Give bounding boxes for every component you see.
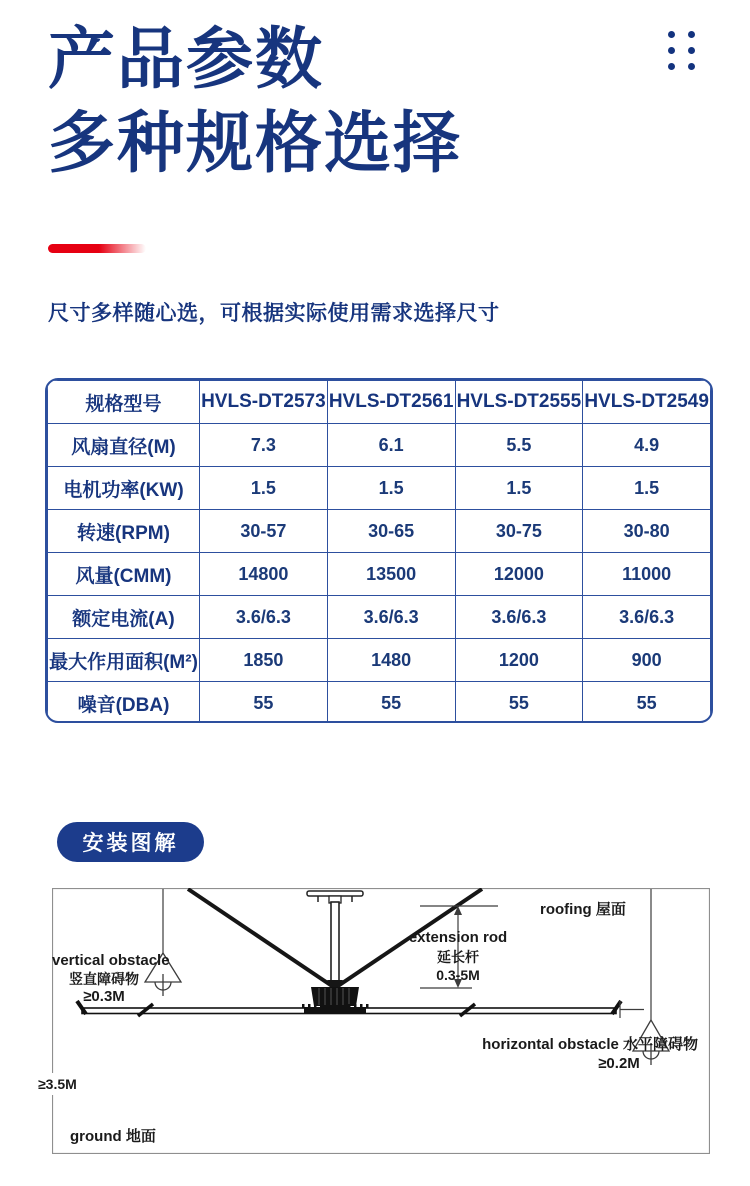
table-row-speed — [48, 510, 711, 553]
cell-value: 6.1 — [327, 424, 455, 467]
cell-value: 3.6/6.3 — [327, 596, 455, 639]
cell-value: 1.5 — [200, 467, 328, 510]
row-label: 风扇直径(M) — [48, 424, 200, 467]
installation-diagram-button[interactable]: 安装图解 — [57, 822, 204, 862]
row-label: 额定电流(A) — [48, 596, 200, 639]
col-header-model-4: HVLS-DT2549 — [583, 381, 711, 424]
cell-value: 30-80 — [583, 510, 711, 553]
cell-value: 900 — [583, 639, 711, 682]
installation-diagram — [38, 888, 710, 1154]
dots-ornament-icon — [668, 31, 695, 70]
cell-value: 1200 — [455, 639, 583, 682]
cell-value: 4.9 — [583, 424, 711, 467]
row-label: 噪音(DBA) — [48, 682, 200, 724]
table-row-motor-power — [48, 467, 711, 510]
cell-value: 30-65 — [327, 510, 455, 553]
label-height-clearance: ≥3.5M — [36, 1073, 79, 1095]
spec-table-header-row — [48, 381, 711, 424]
col-header-spec-model: 规格型号 — [48, 381, 200, 424]
cell-value: 1.5 — [455, 467, 583, 510]
cell-value: 55 — [327, 682, 455, 724]
table-row-max-area — [48, 639, 711, 682]
label-vertical-obstacle — [52, 952, 170, 1006]
label-horizontal-obstacle: horizontal obstacle 水平障碍物 — [482, 1036, 698, 1053]
page-title-line1: 产品参数 — [48, 22, 324, 97]
cell-value: 12000 — [455, 553, 583, 596]
cell-value: 3.6/6.3 — [455, 596, 583, 639]
red-accent-bar — [48, 244, 146, 253]
cell-value: 3.6/6.3 — [583, 596, 711, 639]
label-horizontal-obstacle-min: ≥0.2M — [598, 1055, 640, 1072]
cell-value: 55 — [455, 682, 583, 724]
cell-value: 5.5 — [455, 424, 583, 467]
cell-value: 7.3 — [200, 424, 328, 467]
cell-value: 55 — [200, 682, 328, 724]
cell-value: 55 — [583, 682, 711, 724]
row-label: 转速(RPM) — [48, 510, 200, 553]
vertical-obstacle-cn: 竖直障碍物 — [69, 971, 139, 988]
extension-rod-range: 0.3-5M — [436, 967, 480, 984]
fan-line-art — [52, 888, 710, 1154]
table-row-noise — [48, 682, 711, 724]
cell-value: 30-75 — [455, 510, 583, 553]
extension-rod-cn: 延长杆 — [437, 949, 479, 966]
cell-value: 3.6/6.3 — [200, 596, 328, 639]
cell-value: 11000 — [583, 553, 711, 596]
cell-value: 30-57 — [200, 510, 328, 553]
col-header-model-1: HVLS-DT2573 — [200, 381, 328, 424]
spec-table — [45, 378, 713, 723]
vertical-obstacle-en: vertical obstacle — [52, 952, 170, 969]
cell-value: 1.5 — [583, 467, 711, 510]
extension-rod-en: extension rod — [408, 929, 508, 946]
label-ground: ground 地面 — [70, 1128, 156, 1145]
col-header-model-2: HVLS-DT2561 — [327, 381, 455, 424]
cell-value: 14800 — [200, 553, 328, 596]
row-label: 风量(CMM) — [48, 553, 200, 596]
vertical-obstacle-min: ≥0.3M — [83, 988, 125, 1006]
cell-value: 13500 — [327, 553, 455, 596]
table-row-air-volume — [48, 553, 711, 596]
cell-value: 1480 — [327, 639, 455, 682]
col-header-model-3: HVLS-DT2555 — [455, 381, 583, 424]
page-title-line2: 多种规格选择 — [48, 106, 462, 181]
subtitle: 尺寸多样随心选，可根据实际使用需求选择尺寸 — [48, 302, 500, 325]
table-row-fan-diameter — [48, 424, 711, 467]
label-roofing: roofing 屋面 — [540, 901, 626, 918]
cell-value: 1.5 — [327, 467, 455, 510]
label-extension-rod — [398, 929, 518, 983]
row-label: 最大作用面积(M²) — [48, 639, 200, 682]
table-row-rated-current — [48, 596, 711, 639]
cell-value: 1850 — [200, 639, 328, 682]
row-label: 电机功率(KW) — [48, 467, 200, 510]
